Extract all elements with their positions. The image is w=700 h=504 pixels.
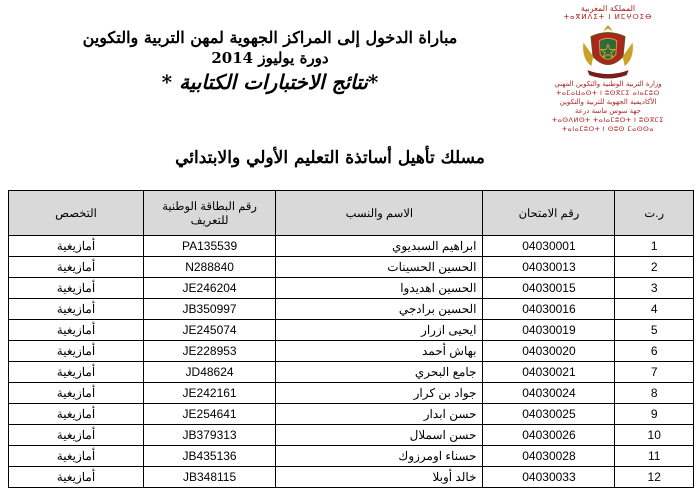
academy-name-tifinagh: ⵜⴰⵙⴷⵍⵙⵜ ⵜⴰⵏⴰⵎⵓⵔⵜ ⵏ ⵓⵙⴳⵎⵉ: [552, 116, 664, 124]
cell-specialty: أمازيغية: [9, 383, 144, 404]
cell-exam-number: 04030026: [483, 425, 615, 446]
cell-national-id: JB348115: [143, 467, 275, 488]
region-name-arabic: جهة سوس ماسة درعة: [575, 107, 641, 115]
table-row: [9, 341, 694, 362]
cell-exam-number: 04030019: [483, 320, 615, 341]
cell-exam-number: 04030028: [483, 446, 615, 467]
table-row: [9, 257, 694, 278]
cell-specialty: أمازيغية: [9, 467, 144, 488]
cell-national-id: JB435136: [143, 446, 275, 467]
cell-num: 10: [615, 425, 694, 446]
cell-full-name: الحسين اهديدوا: [276, 278, 483, 299]
cell-num: 12: [615, 467, 694, 488]
page-header: [0, 0, 700, 150]
cell-full-name: بهاش أحمد: [276, 341, 483, 362]
cell-num: 11: [615, 446, 694, 467]
table-row: [9, 446, 694, 467]
region-name-tifinagh: ⵜⴰⵏⴰⵎⵓⵔⵜ ⵏ ⵙⵓⵙ ⵎⴰⵙⵙⴰ: [562, 125, 654, 133]
table-header-row: [9, 191, 694, 236]
cell-exam-number: 04030020: [483, 341, 615, 362]
cell-national-id: N288840: [143, 257, 275, 278]
results-table: [8, 190, 694, 488]
cell-specialty: أمازيغية: [9, 446, 144, 467]
cell-national-id: JE254641: [143, 404, 275, 425]
cell-num: 6: [615, 341, 694, 362]
table-row: [9, 320, 694, 341]
cell-national-id: JE228953: [143, 341, 275, 362]
cell-exam-number: 04030015: [483, 278, 615, 299]
cell-exam-number: 04030021: [483, 362, 615, 383]
header-full-name: الاسم والنسب: [276, 191, 483, 236]
exam-title: مباراة الدخول إلى المراكز الجهوية لمهن التربية والتكوين: [82, 28, 458, 47]
kingdom-name-tifinagh: ⵜⴰⴳⵍⴷⵉⵜ ⵏ ⵍⵎⵖⵔⵉⴱ: [563, 13, 653, 21]
cell-exam-number: 04030024: [483, 383, 615, 404]
cell-num: 5: [615, 320, 694, 341]
cell-specialty: أمازيغية: [9, 320, 144, 341]
header-national-id: رقم البطاقة الوطنية للتعريف: [143, 191, 275, 236]
cell-full-name: الحسين برادجي: [276, 299, 483, 320]
table-row: [9, 425, 694, 446]
ministry-name-tifinagh: ⵜⴰⵎⴰⵡⴰⵙⵜ ⵏ ⵓⵙⴳⵎⵉ ⴰⵏⴰⵎⵓⵔ: [556, 89, 660, 97]
document-titles: [60, 28, 480, 96]
table-row: [9, 404, 694, 425]
cell-specialty: أمازيغية: [9, 236, 144, 257]
cell-national-id: JB379313: [143, 425, 275, 446]
cell-num: 1: [615, 236, 694, 257]
track-title: مسلك تأهيل أساتذة التعليم الأولي والابتدائي: [175, 148, 485, 168]
cell-full-name: ابراهيم السبديوي: [276, 236, 483, 257]
ministry-name-arabic: وزارة التربية الوطنية والتكوين المهني: [554, 80, 662, 88]
cell-specialty: أمازيغية: [9, 362, 144, 383]
cell-exam-number: 04030013: [483, 257, 615, 278]
table-row: [9, 383, 694, 404]
cell-num: 7: [615, 362, 694, 383]
cell-specialty: أمازيغية: [9, 341, 144, 362]
cell-full-name: حسن اسملال: [276, 425, 483, 446]
cell-full-name: جامع البحري: [276, 362, 483, 383]
cell-full-name: الحسين الحسينات: [276, 257, 483, 278]
table-row: [9, 236, 694, 257]
kingdom-name-arabic: المملكة المغربية: [580, 4, 636, 13]
cell-national-id: JD48624: [143, 362, 275, 383]
cell-exam-number: 04030025: [483, 404, 615, 425]
cell-national-id: JB350997: [143, 299, 275, 320]
cell-exam-number: 04030001: [483, 236, 615, 257]
table-row: [9, 467, 694, 488]
cell-national-id: JE245074: [143, 320, 275, 341]
table-row: [9, 299, 694, 320]
cell-num: 8: [615, 383, 694, 404]
cell-specialty: أمازيغية: [9, 404, 144, 425]
coat-of-arms-icon: [577, 23, 639, 80]
cell-full-name: ايحيى ازرار: [276, 320, 483, 341]
cell-national-id: PA135539: [143, 236, 275, 257]
academy-name-arabic: الأكاديمية الجهوية للتربية والتكوين: [559, 98, 657, 106]
results-title: *نتائج الاختبارات الكتابية *: [161, 70, 379, 94]
cell-specialty: أمازيغية: [9, 257, 144, 278]
ministry-letterhead: [524, 4, 692, 134]
table-row: [9, 278, 694, 299]
cell-specialty: أمازيغية: [9, 425, 144, 446]
header-num: ر.ت: [615, 191, 694, 236]
cell-exam-number: 04030033: [483, 467, 615, 488]
cell-num: 3: [615, 278, 694, 299]
cell-specialty: أمازيغية: [9, 299, 144, 320]
cell-num: 4: [615, 299, 694, 320]
session-title: دورة يوليوز 2014: [211, 49, 329, 67]
cell-num: 2: [615, 257, 694, 278]
cell-num: 9: [615, 404, 694, 425]
cell-specialty: أمازيغية: [9, 278, 144, 299]
cell-exam-number: 04030016: [483, 299, 615, 320]
header-exam-number: رقم الامتحان: [483, 191, 615, 236]
header-specialty: التخصص: [9, 191, 144, 236]
cell-full-name: خالد أوبلا: [276, 467, 483, 488]
cell-national-id: JE242161: [143, 383, 275, 404]
cell-full-name: جواد بن كرار: [276, 383, 483, 404]
cell-national-id: JE246204: [143, 278, 275, 299]
table-row: [9, 362, 694, 383]
cell-full-name: حسناء اومرزوك: [276, 446, 483, 467]
cell-full-name: حسن ابدار: [276, 404, 483, 425]
